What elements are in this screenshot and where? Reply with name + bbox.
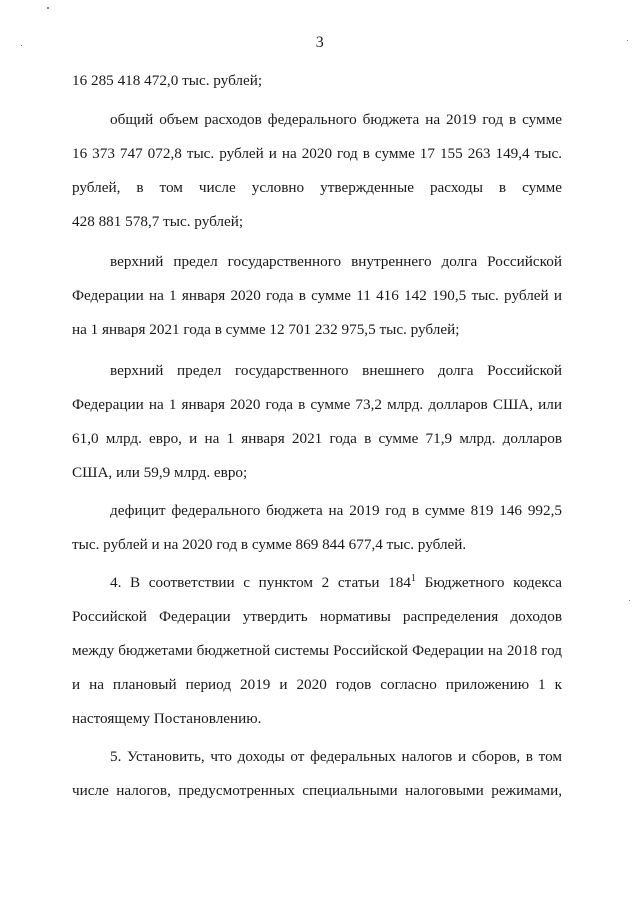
page-number: 3 [315,34,325,51]
text-line: Российской Федерации утвердить нормативы распределения доходов [72,608,562,625]
paragraph-item-5 [72,740,562,808]
text-line: 16 285 418 472,0 тыс. рублей; [72,72,263,89]
text-line-tail: Бюджетного кодекса [424,574,563,591]
paragraph-internal-debt [72,245,562,347]
text-line: настоящему Постановлению. [72,710,262,727]
text-line: общий объем расходов федерального бюджета на 2019 год в сумме [110,111,562,128]
text-line: между бюджетами бюджетной системы Российской Федерации на 2018 год [72,642,562,659]
text-line: тыс. рублей и на 2020 год в сумме 869 844 677,4 тыс. рублей. [72,536,467,553]
text-line: числе налогов, предусмотренных специальными налоговыми режимами, [72,782,562,799]
text-line: на 1 января 2021 года в сумме 12 701 232 975,5 тыс. рублей; [72,321,460,338]
scan-speck [629,600,630,601]
text-line [72,566,562,600]
text-line: дефицит федерального бюджета на 2019 год в сумме 819 146 992,5 [110,502,562,519]
text-line: Федерации на 1 января 2020 года в сумме 73,2 млрд. долларов США, или [72,396,562,413]
text-line: рублей, в том числе условно утвержденные расходы в сумме [72,179,562,196]
text-line: верхний предел государственного внутреннего долга Российской [110,253,562,270]
text-line: 428 881 578,7 тыс. рублей; [72,213,244,230]
text-line-head: 4. В соответствии с пунктом 2 статьи 184 [110,574,411,591]
superscript: 1 [410,572,416,584]
paragraph-expenditure [72,103,562,239]
paragraph-deficit [72,494,562,562]
text-line: верхний предел государственного внешнего долга Российской [110,362,562,379]
paragraph-continuation [72,64,562,98]
text-line: и на плановый период 2019 и 2020 годов согласно приложению 1 к [72,676,562,693]
paragraph-item-4 [72,566,562,736]
text-line: 5. Установить, что доходы от федеральных налогов и сборов, в том [110,748,562,765]
text-line: США, или 59,9 млрд. евро; [72,464,248,481]
paragraph-external-debt [72,354,562,490]
text-line: Федерации на 1 января 2020 года в сумме 11 416 142 190,5 тыс. рублей и [72,287,562,304]
text-line: 16 373 747 072,8 тыс. рублей и на 2020 год в сумме 17 155 263 149,4 тыс. [72,145,562,162]
text-line: 61,0 млрд. евро, и на 1 января 2021 года в сумме 71,9 млрд. долларов [72,430,562,447]
scan-speck [47,7,49,9]
